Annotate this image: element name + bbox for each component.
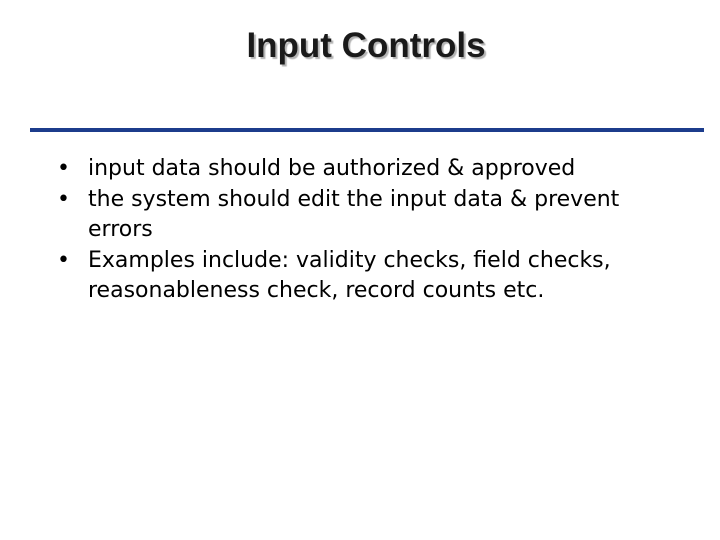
bullet-list bbox=[57, 154, 667, 307]
bullet-text: the system should edit the input data & prevent errors bbox=[88, 186, 620, 242]
bullet-text: Examples include: validity checks, field checks, reasonableness check, record counts etc. bbox=[88, 247, 611, 303]
bullet-icon: • bbox=[57, 156, 70, 181]
title-divider bbox=[30, 128, 704, 132]
bullet-icon: • bbox=[57, 247, 70, 273]
bullet-item bbox=[57, 154, 667, 185]
bullet-text: input data should be authorized & approved bbox=[88, 156, 576, 181]
bullet-icon: • bbox=[57, 186, 70, 212]
slide-title: Input Controls bbox=[246, 26, 486, 65]
bullet-item bbox=[57, 246, 667, 307]
bullet-item bbox=[57, 185, 667, 246]
